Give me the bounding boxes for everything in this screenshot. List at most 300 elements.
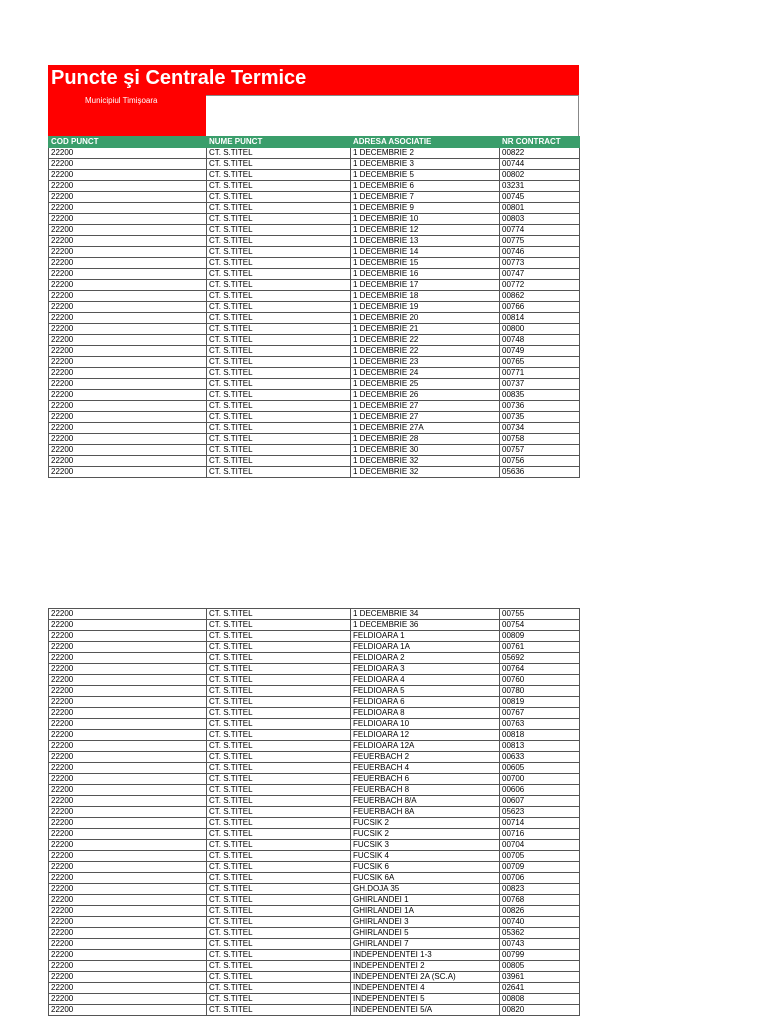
table-row (49, 785, 580, 796)
cell-nume-punct: CT. S.TITEL (207, 346, 351, 357)
cell-cod-punct: 22200 (49, 708, 207, 719)
cell-nume-punct: CT. S.TITEL (207, 148, 351, 159)
cell-cod-punct: 22200 (49, 423, 207, 434)
table-row (49, 950, 580, 961)
cell-cod-punct: 22200 (49, 148, 207, 159)
cell-cod-punct: 22200 (49, 785, 207, 796)
cell-nume-punct: CT. S.TITEL (207, 434, 351, 445)
cell-cod-punct: 22200 (49, 697, 207, 708)
cell-nume-punct: CT. S.TITEL (207, 928, 351, 939)
cell-nr-contract: 00704 (500, 840, 580, 851)
cell-adresa-asociatie: 1 DECEMBRIE 13 (351, 236, 500, 247)
cell-nume-punct: CT. S.TITEL (207, 159, 351, 170)
table-row (49, 159, 580, 170)
cell-adresa-asociatie: FEUERBACH 8 (351, 785, 500, 796)
cell-cod-punct: 22200 (49, 214, 207, 225)
table-row (49, 324, 580, 335)
table-row (49, 225, 580, 236)
table-row (49, 434, 580, 445)
cell-cod-punct: 22200 (49, 456, 207, 467)
column-header-nr-contract: NR CONTRACT (500, 137, 580, 148)
cell-nr-contract: 00767 (500, 708, 580, 719)
cell-nr-contract: 00734 (500, 423, 580, 434)
cell-nr-contract: 00747 (500, 269, 580, 280)
cell-adresa-asociatie: INDEPENDENTEI 5 (351, 994, 500, 1005)
cell-adresa-asociatie: 1 DECEMBRIE 16 (351, 269, 500, 280)
table-row (49, 401, 580, 412)
table-row (49, 357, 580, 368)
cell-adresa-asociatie: 1 DECEMBRIE 22 (351, 335, 500, 346)
data-table-page-1 (48, 136, 580, 478)
cell-nr-contract: 00808 (500, 994, 580, 1005)
cell-cod-punct: 22200 (49, 862, 207, 873)
cell-nr-contract: 00802 (500, 170, 580, 181)
cell-adresa-asociatie: 1 DECEMBRIE 24 (351, 368, 500, 379)
cell-nr-contract: 00800 (500, 324, 580, 335)
cell-nr-contract: 00606 (500, 785, 580, 796)
cell-nr-contract: 00744 (500, 159, 580, 170)
table-row (49, 741, 580, 752)
cell-nume-punct: CT. S.TITEL (207, 609, 351, 620)
cell-nr-contract: 00835 (500, 390, 580, 401)
cell-nr-contract: 00772 (500, 280, 580, 291)
cell-nr-contract: 00706 (500, 873, 580, 884)
cell-cod-punct: 22200 (49, 928, 207, 939)
cell-adresa-asociatie: 1 DECEMBRIE 27A (351, 423, 500, 434)
cell-nume-punct: CT. S.TITEL (207, 686, 351, 697)
cell-nume-punct: CT. S.TITEL (207, 357, 351, 368)
table-row (49, 280, 580, 291)
cell-nr-contract: 00803 (500, 214, 580, 225)
cell-cod-punct: 22200 (49, 741, 207, 752)
cell-adresa-asociatie: FEUERBACH 8A (351, 807, 500, 818)
cell-nr-contract: 00760 (500, 675, 580, 686)
cell-cod-punct: 22200 (49, 302, 207, 313)
cell-adresa-asociatie: 1 DECEMBRIE 15 (351, 258, 500, 269)
cell-nr-contract: 00823 (500, 884, 580, 895)
cell-cod-punct: 22200 (49, 917, 207, 928)
cell-nume-punct: CT. S.TITEL (207, 368, 351, 379)
cell-adresa-asociatie: 1 DECEMBRIE 30 (351, 445, 500, 456)
cell-nume-punct: CT. S.TITEL (207, 873, 351, 884)
cell-adresa-asociatie: FELDIOARA 8 (351, 708, 500, 719)
cell-adresa-asociatie: FEUERBACH 4 (351, 763, 500, 774)
cell-nume-punct: CT. S.TITEL (207, 214, 351, 225)
table-row (49, 368, 580, 379)
cell-adresa-asociatie: FELDIOARA 3 (351, 664, 500, 675)
cell-adresa-asociatie: FELDIOARA 4 (351, 675, 500, 686)
table-row (49, 829, 580, 840)
cell-nume-punct: CT. S.TITEL (207, 269, 351, 280)
cell-cod-punct: 22200 (49, 961, 207, 972)
table-row (49, 335, 580, 346)
cell-cod-punct: 22200 (49, 434, 207, 445)
table-row (49, 664, 580, 675)
table-body (49, 609, 580, 1016)
cell-cod-punct: 22200 (49, 972, 207, 983)
cell-nr-contract: 05692 (500, 653, 580, 664)
table-row (49, 939, 580, 950)
table-row (49, 708, 580, 719)
cell-cod-punct: 22200 (49, 983, 207, 994)
cell-adresa-asociatie: GHIRLANDEI 1 (351, 895, 500, 906)
cell-nr-contract: 00757 (500, 445, 580, 456)
cell-cod-punct: 22200 (49, 719, 207, 730)
cell-adresa-asociatie: FUCSIK 4 (351, 851, 500, 862)
cell-nr-contract: 00818 (500, 730, 580, 741)
header-blank-area (206, 95, 579, 136)
table-row (49, 719, 580, 730)
cell-nume-punct: CT. S.TITEL (207, 719, 351, 730)
cell-adresa-asociatie: 1 DECEMBRIE 32 (351, 467, 500, 478)
cell-adresa-asociatie: FEUERBACH 2 (351, 752, 500, 763)
cell-nr-contract: 00814 (500, 313, 580, 324)
cell-nr-contract: 05636 (500, 467, 580, 478)
cell-nr-contract: 03961 (500, 972, 580, 983)
cell-adresa-asociatie: 1 DECEMBRIE 23 (351, 357, 500, 368)
cell-cod-punct: 22200 (49, 379, 207, 390)
cell-cod-punct: 22200 (49, 203, 207, 214)
table-row (49, 181, 580, 192)
cell-adresa-asociatie: FELDIOARA 6 (351, 697, 500, 708)
cell-nume-punct: CT. S.TITEL (207, 664, 351, 675)
table-row (49, 884, 580, 895)
cell-adresa-asociatie: GHIRLANDEI 1A (351, 906, 500, 917)
cell-cod-punct: 22200 (49, 807, 207, 818)
cell-nume-punct: CT. S.TITEL (207, 247, 351, 258)
cell-nume-punct: CT. S.TITEL (207, 829, 351, 840)
table-row (49, 994, 580, 1005)
cell-cod-punct: 22200 (49, 412, 207, 423)
cell-adresa-asociatie: 1 DECEMBRIE 36 (351, 620, 500, 631)
table-row (49, 906, 580, 917)
table-row (49, 269, 580, 280)
cell-cod-punct: 22200 (49, 664, 207, 675)
cell-nume-punct: CT. S.TITEL (207, 203, 351, 214)
cell-nr-contract: 00605 (500, 763, 580, 774)
cell-nume-punct: CT. S.TITEL (207, 379, 351, 390)
cell-cod-punct: 22200 (49, 324, 207, 335)
cell-adresa-asociatie: 1 DECEMBRIE 7 (351, 192, 500, 203)
cell-nr-contract: 00745 (500, 192, 580, 203)
cell-adresa-asociatie: 1 DECEMBRIE 34 (351, 609, 500, 620)
table-row (49, 763, 580, 774)
cell-nume-punct: CT. S.TITEL (207, 1005, 351, 1016)
table-row (49, 895, 580, 906)
cell-cod-punct: 22200 (49, 686, 207, 697)
cell-nr-contract: 00771 (500, 368, 580, 379)
cell-nr-contract: 00755 (500, 609, 580, 620)
cell-nr-contract: 00765 (500, 357, 580, 368)
cell-nr-contract: 00820 (500, 1005, 580, 1016)
cell-cod-punct: 22200 (49, 247, 207, 258)
cell-nume-punct: CT. S.TITEL (207, 895, 351, 906)
cell-cod-punct: 22200 (49, 313, 207, 324)
table-row (49, 653, 580, 664)
cell-adresa-asociatie: FEUERBACH 8/A (351, 796, 500, 807)
cell-nume-punct: CT. S.TITEL (207, 335, 351, 346)
cell-adresa-asociatie: 1 DECEMBRIE 17 (351, 280, 500, 291)
cell-nume-punct: CT. S.TITEL (207, 917, 351, 928)
table-row (49, 807, 580, 818)
cell-cod-punct: 22200 (49, 236, 207, 247)
table-row (49, 752, 580, 763)
cell-adresa-asociatie: FUCSIK 2 (351, 818, 500, 829)
cell-nume-punct: CT. S.TITEL (207, 467, 351, 478)
table-row (49, 774, 580, 785)
cell-nr-contract: 00780 (500, 686, 580, 697)
cell-cod-punct: 22200 (49, 181, 207, 192)
cell-cod-punct: 22200 (49, 258, 207, 269)
cell-nume-punct: CT. S.TITEL (207, 906, 351, 917)
cell-nume-punct: CT. S.TITEL (207, 807, 351, 818)
cell-nr-contract: 00826 (500, 906, 580, 917)
cell-nume-punct: CT. S.TITEL (207, 785, 351, 796)
cell-nr-contract: 00746 (500, 247, 580, 258)
cell-nr-contract: 00709 (500, 862, 580, 873)
table-row (49, 302, 580, 313)
cell-adresa-asociatie: 1 DECEMBRIE 10 (351, 214, 500, 225)
cell-cod-punct: 22200 (49, 620, 207, 631)
cell-adresa-asociatie: FUCSIK 6A (351, 873, 500, 884)
cell-nume-punct: CT. S.TITEL (207, 280, 351, 291)
table-row (49, 291, 580, 302)
cell-cod-punct: 22200 (49, 653, 207, 664)
cell-adresa-asociatie: 1 DECEMBRIE 14 (351, 247, 500, 258)
cell-nume-punct: CT. S.TITEL (207, 950, 351, 961)
cell-nume-punct: CT. S.TITEL (207, 840, 351, 851)
cell-nr-contract: 00799 (500, 950, 580, 961)
cell-nr-contract: 00714 (500, 818, 580, 829)
cell-adresa-asociatie: INDEPENDENTEI 4 (351, 983, 500, 994)
cell-adresa-asociatie: 1 DECEMBRIE 20 (351, 313, 500, 324)
table-row (49, 170, 580, 181)
cell-adresa-asociatie: FELDIOARA 12 (351, 730, 500, 741)
cell-cod-punct: 22200 (49, 774, 207, 785)
cell-nume-punct: CT. S.TITEL (207, 851, 351, 862)
cell-nr-contract: 00705 (500, 851, 580, 862)
cell-nume-punct: CT. S.TITEL (207, 313, 351, 324)
cell-nr-contract: 00735 (500, 412, 580, 423)
cell-adresa-asociatie: FELDIOARA 1A (351, 642, 500, 653)
cell-cod-punct: 22200 (49, 631, 207, 642)
cell-nr-contract: 00758 (500, 434, 580, 445)
cell-nume-punct: CT. S.TITEL (207, 412, 351, 423)
cell-adresa-asociatie: 1 DECEMBRIE 28 (351, 434, 500, 445)
cell-nume-punct: CT. S.TITEL (207, 972, 351, 983)
cell-nume-punct: CT. S.TITEL (207, 225, 351, 236)
cell-nume-punct: CT. S.TITEL (207, 774, 351, 785)
column-header-adresa-asociatie: ADRESA ASOCIATIE (351, 137, 500, 148)
cell-cod-punct: 22200 (49, 467, 207, 478)
cell-adresa-asociatie: GH.DOJA 35 (351, 884, 500, 895)
cell-cod-punct: 22200 (49, 752, 207, 763)
table-row (49, 379, 580, 390)
table-row (49, 697, 580, 708)
cell-nume-punct: CT. S.TITEL (207, 818, 351, 829)
cell-adresa-asociatie: INDEPENDENTEI 2 (351, 961, 500, 972)
cell-nume-punct: CT. S.TITEL (207, 884, 351, 895)
cell-cod-punct: 22200 (49, 335, 207, 346)
cell-cod-punct: 22200 (49, 445, 207, 456)
cell-adresa-asociatie: FELDIOARA 5 (351, 686, 500, 697)
table-body (49, 148, 580, 478)
table-row (49, 972, 580, 983)
cell-cod-punct: 22200 (49, 950, 207, 961)
table-row (49, 192, 580, 203)
cell-adresa-asociatie: 1 DECEMBRIE 18 (351, 291, 500, 302)
cell-adresa-asociatie: 1 DECEMBRIE 9 (351, 203, 500, 214)
cell-nume-punct: CT. S.TITEL (207, 192, 351, 203)
table-row (49, 247, 580, 258)
table-row (49, 412, 580, 423)
cell-nume-punct: CT. S.TITEL (207, 258, 351, 269)
cell-cod-punct: 22200 (49, 730, 207, 741)
cell-cod-punct: 22200 (49, 994, 207, 1005)
table-row (49, 631, 580, 642)
table-row (49, 917, 580, 928)
cell-nr-contract: 00766 (500, 302, 580, 313)
column-header-cod-punct: COD PUNCT (49, 137, 207, 148)
cell-nr-contract: 00768 (500, 895, 580, 906)
table-row (49, 675, 580, 686)
cell-nr-contract: 00805 (500, 961, 580, 972)
cell-cod-punct: 22200 (49, 346, 207, 357)
cell-nume-punct: CT. S.TITEL (207, 423, 351, 434)
cell-nr-contract: 00822 (500, 148, 580, 159)
table-row (49, 423, 580, 434)
cell-adresa-asociatie: 1 DECEMBRIE 12 (351, 225, 500, 236)
cell-nr-contract: 05623 (500, 807, 580, 818)
page-subtitle: Municipiul Timişoara (85, 96, 158, 105)
cell-nume-punct: CT. S.TITEL (207, 291, 351, 302)
cell-nume-punct: CT. S.TITEL (207, 620, 351, 631)
table-header-row (49, 137, 580, 148)
data-table-page-2 (48, 608, 580, 1016)
table-row (49, 445, 580, 456)
table-row (49, 203, 580, 214)
cell-adresa-asociatie: FELDIOARA 12A (351, 741, 500, 752)
cell-nume-punct: CT. S.TITEL (207, 642, 351, 653)
table-row (49, 467, 580, 478)
cell-nr-contract: 00607 (500, 796, 580, 807)
cell-nr-contract: 00700 (500, 774, 580, 785)
cell-nume-punct: CT. S.TITEL (207, 631, 351, 642)
table-row (49, 214, 580, 225)
cell-adresa-asociatie: FUCSIK 3 (351, 840, 500, 851)
cell-nr-contract: 00737 (500, 379, 580, 390)
cell-nr-contract: 00749 (500, 346, 580, 357)
cell-nr-contract: 02641 (500, 983, 580, 994)
cell-cod-punct: 22200 (49, 818, 207, 829)
table-row (49, 730, 580, 741)
cell-cod-punct: 22200 (49, 1005, 207, 1016)
table-row (49, 642, 580, 653)
cell-cod-punct: 22200 (49, 642, 207, 653)
cell-nr-contract: 00756 (500, 456, 580, 467)
cell-adresa-asociatie: FELDIOARA 1 (351, 631, 500, 642)
cell-cod-punct: 22200 (49, 225, 207, 236)
cell-adresa-asociatie: 1 DECEMBRIE 19 (351, 302, 500, 313)
cell-nume-punct: CT. S.TITEL (207, 170, 351, 181)
cell-cod-punct: 22200 (49, 368, 207, 379)
cell-nr-contract: 00743 (500, 939, 580, 950)
cell-nume-punct: CT. S.TITEL (207, 181, 351, 192)
cell-nr-contract: 00740 (500, 917, 580, 928)
cell-adresa-asociatie: GHIRLANDEI 5 (351, 928, 500, 939)
table-row (49, 796, 580, 807)
cell-adresa-asociatie: 1 DECEMBRIE 32 (351, 456, 500, 467)
cell-nr-contract: 00763 (500, 719, 580, 730)
cell-cod-punct: 22200 (49, 390, 207, 401)
document-header (48, 65, 579, 136)
cell-cod-punct: 22200 (49, 609, 207, 620)
column-header-nume-punct: NUME PUNCT (207, 137, 351, 148)
cell-nume-punct: CT. S.TITEL (207, 994, 351, 1005)
cell-cod-punct: 22200 (49, 170, 207, 181)
cell-cod-punct: 22200 (49, 192, 207, 203)
cell-cod-punct: 22200 (49, 291, 207, 302)
cell-adresa-asociatie: 1 DECEMBRIE 25 (351, 379, 500, 390)
cell-cod-punct: 22200 (49, 796, 207, 807)
cell-adresa-asociatie: FUCSIK 2 (351, 829, 500, 840)
cell-cod-punct: 22200 (49, 895, 207, 906)
table-row (49, 983, 580, 994)
cell-cod-punct: 22200 (49, 906, 207, 917)
cell-nume-punct: CT. S.TITEL (207, 697, 351, 708)
cell-nume-punct: CT. S.TITEL (207, 939, 351, 950)
cell-cod-punct: 22200 (49, 829, 207, 840)
table-row (49, 1005, 580, 1016)
table-row (49, 148, 580, 159)
table-row (49, 686, 580, 697)
cell-adresa-asociatie: GHIRLANDEI 3 (351, 917, 500, 928)
cell-cod-punct: 22200 (49, 840, 207, 851)
cell-nume-punct: CT. S.TITEL (207, 983, 351, 994)
cell-adresa-asociatie: FUCSIK 6 (351, 862, 500, 873)
table-row (49, 346, 580, 357)
cell-adresa-asociatie: 1 DECEMBRIE 22 (351, 346, 500, 357)
cell-nume-punct: CT. S.TITEL (207, 653, 351, 664)
cell-nume-punct: CT. S.TITEL (207, 708, 351, 719)
cell-nr-contract: 00761 (500, 642, 580, 653)
cell-adresa-asociatie: 1 DECEMBRIE 27 (351, 412, 500, 423)
cell-nr-contract: 00819 (500, 697, 580, 708)
cell-nume-punct: CT. S.TITEL (207, 390, 351, 401)
cell-nume-punct: CT. S.TITEL (207, 796, 351, 807)
cell-cod-punct: 22200 (49, 873, 207, 884)
cell-cod-punct: 22200 (49, 851, 207, 862)
cell-cod-punct: 22200 (49, 280, 207, 291)
cell-nume-punct: CT. S.TITEL (207, 456, 351, 467)
cell-nr-contract: 00748 (500, 335, 580, 346)
table-row (49, 928, 580, 939)
cell-nume-punct: CT. S.TITEL (207, 401, 351, 412)
cell-nr-contract: 00813 (500, 741, 580, 752)
table-row (49, 961, 580, 972)
cell-adresa-asociatie: INDEPENDENTEI 5/A (351, 1005, 500, 1016)
cell-nr-contract: 00736 (500, 401, 580, 412)
cell-nr-contract: 00716 (500, 829, 580, 840)
cell-adresa-asociatie: FEUERBACH 6 (351, 774, 500, 785)
cell-nr-contract: 00633 (500, 752, 580, 763)
cell-adresa-asociatie: 1 DECEMBRIE 6 (351, 181, 500, 192)
cell-nr-contract: 05362 (500, 928, 580, 939)
cell-nume-punct: CT. S.TITEL (207, 445, 351, 456)
title-bar (48, 65, 579, 95)
cell-nume-punct: CT. S.TITEL (207, 236, 351, 247)
cell-nr-contract: 00801 (500, 203, 580, 214)
